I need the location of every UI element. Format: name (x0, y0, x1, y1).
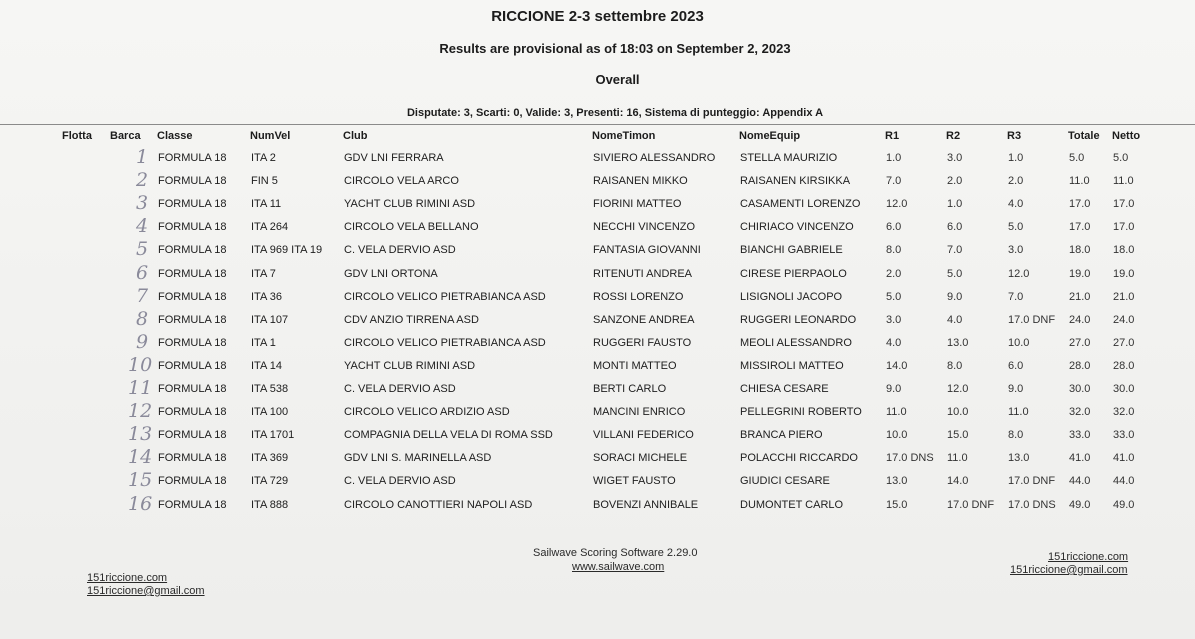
cell-numvel: ITA 369 (251, 452, 289, 465)
cell-r2: 7.0 (947, 244, 963, 257)
cell-equip: GIUDICI CESARE (740, 475, 830, 488)
cell-r3: 11.0 (1008, 406, 1029, 419)
cell-handwritten-position: 1 (136, 146, 149, 168)
cell-equip: MISSIROLI MATTEO (740, 359, 844, 372)
cell-r2: 14.0 (947, 475, 969, 488)
cell-totale: 33.0 (1069, 429, 1091, 442)
cell-r1: 1.0 (886, 152, 902, 164)
cell-totale: 41.0 (1069, 452, 1091, 465)
cell-totale: 44.0 (1069, 475, 1091, 488)
cell-equip: CASAMENTI LORENZO (740, 198, 861, 211)
section-title: Overall (595, 72, 640, 87)
cell-timon: SIVIERO ALESSANDRO (593, 152, 716, 164)
cell-numvel: ITA 36 (251, 290, 282, 303)
cell-numvel: ITA 7 (251, 267, 276, 280)
cell-timon: RUGGERI FAUSTO (593, 336, 692, 349)
col-club: Club (343, 130, 368, 142)
cell-numvel: FIN 5 (251, 175, 278, 188)
cell-totale: 24.0 (1069, 313, 1091, 326)
cell-r3: 4.0 (1008, 198, 1024, 211)
cell-numvel: ITA 14 (251, 359, 282, 372)
cell-handwritten-position: 2 (136, 169, 149, 192)
cell-totale: 11.0 (1069, 175, 1090, 188)
cell-equip: CHIRIACO VINCENZO (740, 221, 854, 234)
cell-r1: 11.0 (886, 406, 907, 419)
col-netto: Netto (1112, 130, 1141, 142)
cell-r2: 6.0 (947, 221, 963, 234)
cell-handwritten-position: 11 (128, 377, 153, 399)
cell-club: C. VELA DERVIO ASD (344, 383, 456, 395)
cell-totale: 27.0 (1069, 336, 1091, 349)
left-email-link[interactable]: 151riccione@gmail.com (87, 585, 205, 597)
cell-netto: 41.0 (1113, 452, 1135, 465)
cell-numvel: ITA 729 (251, 475, 289, 488)
cell-totale: 28.0 (1069, 359, 1091, 372)
cell-numvel: ITA 1701 (251, 429, 295, 442)
cell-totale: 18.0 (1069, 244, 1091, 257)
col-numvel: NumVel (250, 130, 291, 142)
cell-r2: 9.0 (947, 290, 963, 303)
cell-timon: RITENUTI ANDREA (593, 267, 693, 280)
cell-r2: 11.0 (947, 452, 968, 465)
col-r2: R2 (946, 130, 961, 142)
cell-r3: 10.0 (1008, 336, 1030, 349)
cell-classe: FORMULA 18 (158, 452, 227, 465)
cell-r3: 2.0 (1008, 175, 1024, 188)
cell-numvel: ITA 1 (251, 336, 276, 349)
cell-handwritten-position: 15 (128, 469, 153, 492)
cell-timon: NECCHI VINCENZO (593, 221, 696, 234)
cell-handwritten-position: 13 (128, 423, 153, 446)
cell-equip: LISIGNOLI JACOPO (740, 290, 843, 303)
cell-netto: 18.0 (1113, 244, 1135, 257)
right-email-link[interactable]: 151riccione@gmail.com (1010, 564, 1128, 576)
cell-classe: FORMULA 18 (158, 336, 227, 349)
cell-r2: 10.0 (947, 406, 969, 419)
cell-r1: 2.0 (886, 267, 902, 280)
cell-classe: FORMULA 18 (158, 267, 227, 280)
col-flotta: Flotta (62, 130, 92, 142)
cell-netto: 44.0 (1113, 475, 1135, 488)
cell-r3: 5.0 (1008, 221, 1024, 234)
cell-numvel: ITA 538 (251, 383, 289, 395)
cell-handwritten-position: 10 (128, 353, 153, 376)
cell-timon: WIGET FAUSTO (593, 475, 676, 488)
cell-handwritten-position: 14 (128, 446, 153, 469)
cell-r2: 17.0 DNF (947, 498, 995, 511)
right-site-link[interactable]: 151riccione.com (1048, 551, 1129, 563)
cell-r1: 13.0 (886, 475, 908, 488)
cell-classe: FORMULA 18 (158, 152, 227, 164)
cell-handwritten-position: 7 (136, 284, 149, 307)
cell-handwritten-position: 9 (136, 330, 149, 353)
col-equip: NomeEquip (739, 130, 801, 142)
cell-numvel: ITA 888 (251, 498, 289, 511)
cell-r2: 1.0 (947, 198, 963, 211)
cell-r2: 8.0 (947, 359, 963, 372)
cell-r3: 3.0 (1008, 244, 1024, 257)
cell-classe: FORMULA 18 (158, 406, 227, 419)
cell-netto: 33.0 (1113, 429, 1135, 442)
cell-r3: 13.0 (1008, 452, 1030, 465)
cell-classe: FORMULA 18 (158, 221, 227, 234)
cell-classe: FORMULA 18 (158, 498, 227, 511)
cell-totale: 5.0 (1069, 152, 1085, 164)
cell-r1: 8.0 (886, 244, 902, 257)
cell-handwritten-position: 4 (136, 215, 149, 238)
cell-numvel: ITA 969 ITA 19 (251, 244, 323, 257)
cell-club: CIRCOLO CANOTTIERI NAPOLI ASD (344, 498, 533, 511)
cell-r3: 17.0 DNS (1008, 498, 1056, 511)
cell-classe: FORMULA 18 (158, 475, 227, 488)
cell-totale: 30.0 (1069, 383, 1091, 395)
cell-r3: 17.0 DNF (1008, 313, 1056, 326)
cell-netto: 49.0 (1113, 498, 1135, 511)
cell-timon: RAISANEN MIKKO (593, 175, 688, 188)
scoring-summary: Disputate: 3, Scarti: 0, Valide: 3, Presenti: 16, Sistema di punteggio: Appendix A (406, 107, 824, 119)
cell-timon: FIORINI MATTEO (593, 198, 682, 211)
cell-netto: 5.0 (1113, 152, 1129, 164)
col-r3: R3 (1007, 130, 1022, 142)
cell-r3: 17.0 DNF (1008, 475, 1056, 488)
cell-r1: 4.0 (886, 336, 902, 349)
cell-r1: 17.0 DNS (886, 452, 934, 465)
cell-netto: 28.0 (1113, 359, 1135, 372)
cell-club: C. VELA DERVIO ASD (344, 475, 456, 488)
cell-numvel: ITA 100 (251, 406, 289, 419)
col-classe: Classe (157, 130, 193, 142)
cell-equip: DUMONTET CARLO (740, 498, 844, 511)
cell-equip: CHIESA CESARE (740, 383, 829, 395)
cell-handwritten-position: 16 (128, 492, 153, 515)
cell-timon: VILLANI FEDERICO (593, 429, 694, 442)
cell-equip: CIRESE PIERPAOLO (740, 267, 847, 280)
cell-equip: POLACCHI RICCARDO (740, 452, 858, 465)
cell-equip: BRANCA PIERO (740, 429, 823, 442)
cell-netto: 24.0 (1113, 313, 1135, 326)
cell-club: GDV LNI S. MARINELLA ASD (344, 452, 492, 465)
cell-club: CDV ANZIO TIRRENA ASD (344, 313, 479, 326)
cell-r2: 4.0 (947, 313, 963, 326)
header-divider (0, 124, 1195, 125)
cell-numvel: ITA 107 (251, 313, 289, 326)
cell-club: COMPAGNIA DELLA VELA DI ROMA SSD (344, 429, 553, 442)
cell-r1: 10.0 (886, 429, 908, 442)
cell-netto: 17.0 (1113, 221, 1135, 234)
cell-club: GDV LNI FERRARA (344, 152, 444, 164)
cell-netto: 27.0 (1113, 336, 1135, 349)
cell-equip: RUGGERI LEONARDO (740, 313, 857, 326)
cell-classe: FORMULA 18 (158, 313, 227, 326)
cell-club: CIRCOLO VELICO ARDIZIO ASD (344, 406, 510, 419)
cell-timon: FANTASIA GIOVANNI (593, 244, 701, 257)
cell-r1: 3.0 (886, 313, 902, 326)
cell-totale: 21.0 (1069, 290, 1091, 303)
cell-classe: FORMULA 18 (158, 198, 227, 211)
cell-numvel: ITA 2 (251, 152, 276, 164)
left-site-link[interactable]: 151riccione.com (87, 572, 168, 584)
cell-club: CIRCOLO VELICO PIETRABIANCA ASD (344, 290, 546, 303)
cell-netto: 17.0 (1113, 198, 1135, 211)
cell-totale: 19.0 (1069, 267, 1091, 280)
cell-timon: MONTI MATTEO (593, 359, 677, 372)
cell-r2: 2.0 (947, 175, 963, 188)
cell-netto: 30.0 (1113, 383, 1135, 395)
cell-r1: 7.0 (886, 175, 902, 188)
cell-handwritten-position: 5 (136, 238, 149, 261)
cell-r1: 14.0 (886, 359, 908, 372)
software-link[interactable]: www.sailwave.com (572, 561, 665, 573)
cell-classe: FORMULA 18 (158, 383, 227, 395)
cell-timon: SORACI MICHELE (593, 452, 688, 465)
cell-classe: FORMULA 18 (158, 175, 227, 188)
cell-r1: 12.0 (886, 198, 908, 211)
cell-classe: FORMULA 18 (158, 359, 227, 372)
cell-club: YACHT CLUB RIMINI ASD (344, 359, 476, 372)
cell-numvel: ITA 264 (251, 221, 289, 234)
cell-totale: 32.0 (1069, 406, 1091, 419)
cell-club: CIRCOLO VELA BELLANO (344, 221, 479, 234)
cell-netto: 21.0 (1113, 290, 1135, 303)
cell-r1: 5.0 (886, 290, 902, 303)
cell-netto: 32.0 (1113, 406, 1135, 419)
cell-handwritten-position: 6 (136, 261, 149, 284)
cell-club: C. VELA DERVIO ASD (344, 244, 456, 257)
cell-r3: 6.0 (1008, 359, 1024, 372)
cell-club: GDV LNI ORTONA (344, 267, 438, 280)
cell-timon: MANCINI ENRICO (593, 406, 686, 419)
cell-equip: RAISANEN KIRSIKKA (740, 175, 851, 188)
cell-totale: 17.0 (1069, 198, 1091, 211)
cell-equip: STELLA MAURIZIO (740, 152, 838, 164)
software-credit: Sailwave Scoring Software 2.29.0 (533, 547, 698, 559)
cell-timon: BERTI CARLO (593, 383, 667, 395)
col-barca: Barca (110, 130, 141, 142)
cell-r1: 15.0 (886, 498, 908, 511)
cell-equip: MEOLI ALESSANDRO (740, 336, 852, 349)
cell-r2: 13.0 (947, 336, 969, 349)
cell-timon: ROSSI LORENZO (593, 290, 684, 303)
col-totale: Totale (1068, 130, 1100, 142)
cell-r1: 9.0 (886, 383, 902, 395)
cell-club: CIRCOLO VELICO PIETRABIANCA ASD (344, 336, 546, 349)
cell-r3: 12.0 (1008, 267, 1030, 280)
cell-classe: FORMULA 18 (158, 244, 227, 257)
cell-classe: FORMULA 18 (158, 429, 227, 442)
cell-club: YACHT CLUB RIMINI ASD (344, 198, 476, 211)
cell-r2: 12.0 (947, 383, 969, 395)
cell-r2: 5.0 (947, 267, 963, 280)
col-r1: R1 (885, 130, 900, 142)
cell-totale: 49.0 (1069, 498, 1091, 511)
page-subtitle: Results are provisional as of 18:03 on September 2, 2023 (439, 41, 791, 56)
cell-r3: 8.0 (1008, 429, 1024, 442)
cell-r3: 1.0 (1008, 152, 1024, 164)
page-title: RICCIONE 2-3 settembre 2023 (491, 8, 704, 25)
cell-r3: 7.0 (1008, 290, 1024, 303)
cell-equip: BIANCHI GABRIELE (740, 244, 843, 257)
cell-timon: SANZONE ANDREA (593, 313, 695, 326)
cell-handwritten-position: 3 (136, 192, 149, 215)
cell-timon: BOVENZI ANNIBALE (593, 498, 699, 511)
cell-r3: 9.0 (1008, 383, 1024, 395)
cell-classe: FORMULA 18 (158, 290, 227, 303)
cell-handwritten-position: 12 (128, 400, 153, 423)
cell-r2: 3.0 (947, 152, 963, 164)
col-timon: NomeTimon (592, 130, 656, 142)
cell-netto: 11.0 (1113, 175, 1134, 188)
cell-equip: PELLEGRINI ROBERTO (740, 406, 862, 419)
cell-r2: 15.0 (947, 429, 969, 442)
cell-numvel: ITA 11 (251, 198, 282, 211)
cell-r1: 6.0 (886, 221, 902, 234)
cell-club: CIRCOLO VELA ARCO (344, 175, 459, 188)
cell-netto: 19.0 (1113, 267, 1135, 280)
cell-handwritten-position: 8 (136, 307, 149, 330)
cell-totale: 17.0 (1069, 221, 1091, 234)
